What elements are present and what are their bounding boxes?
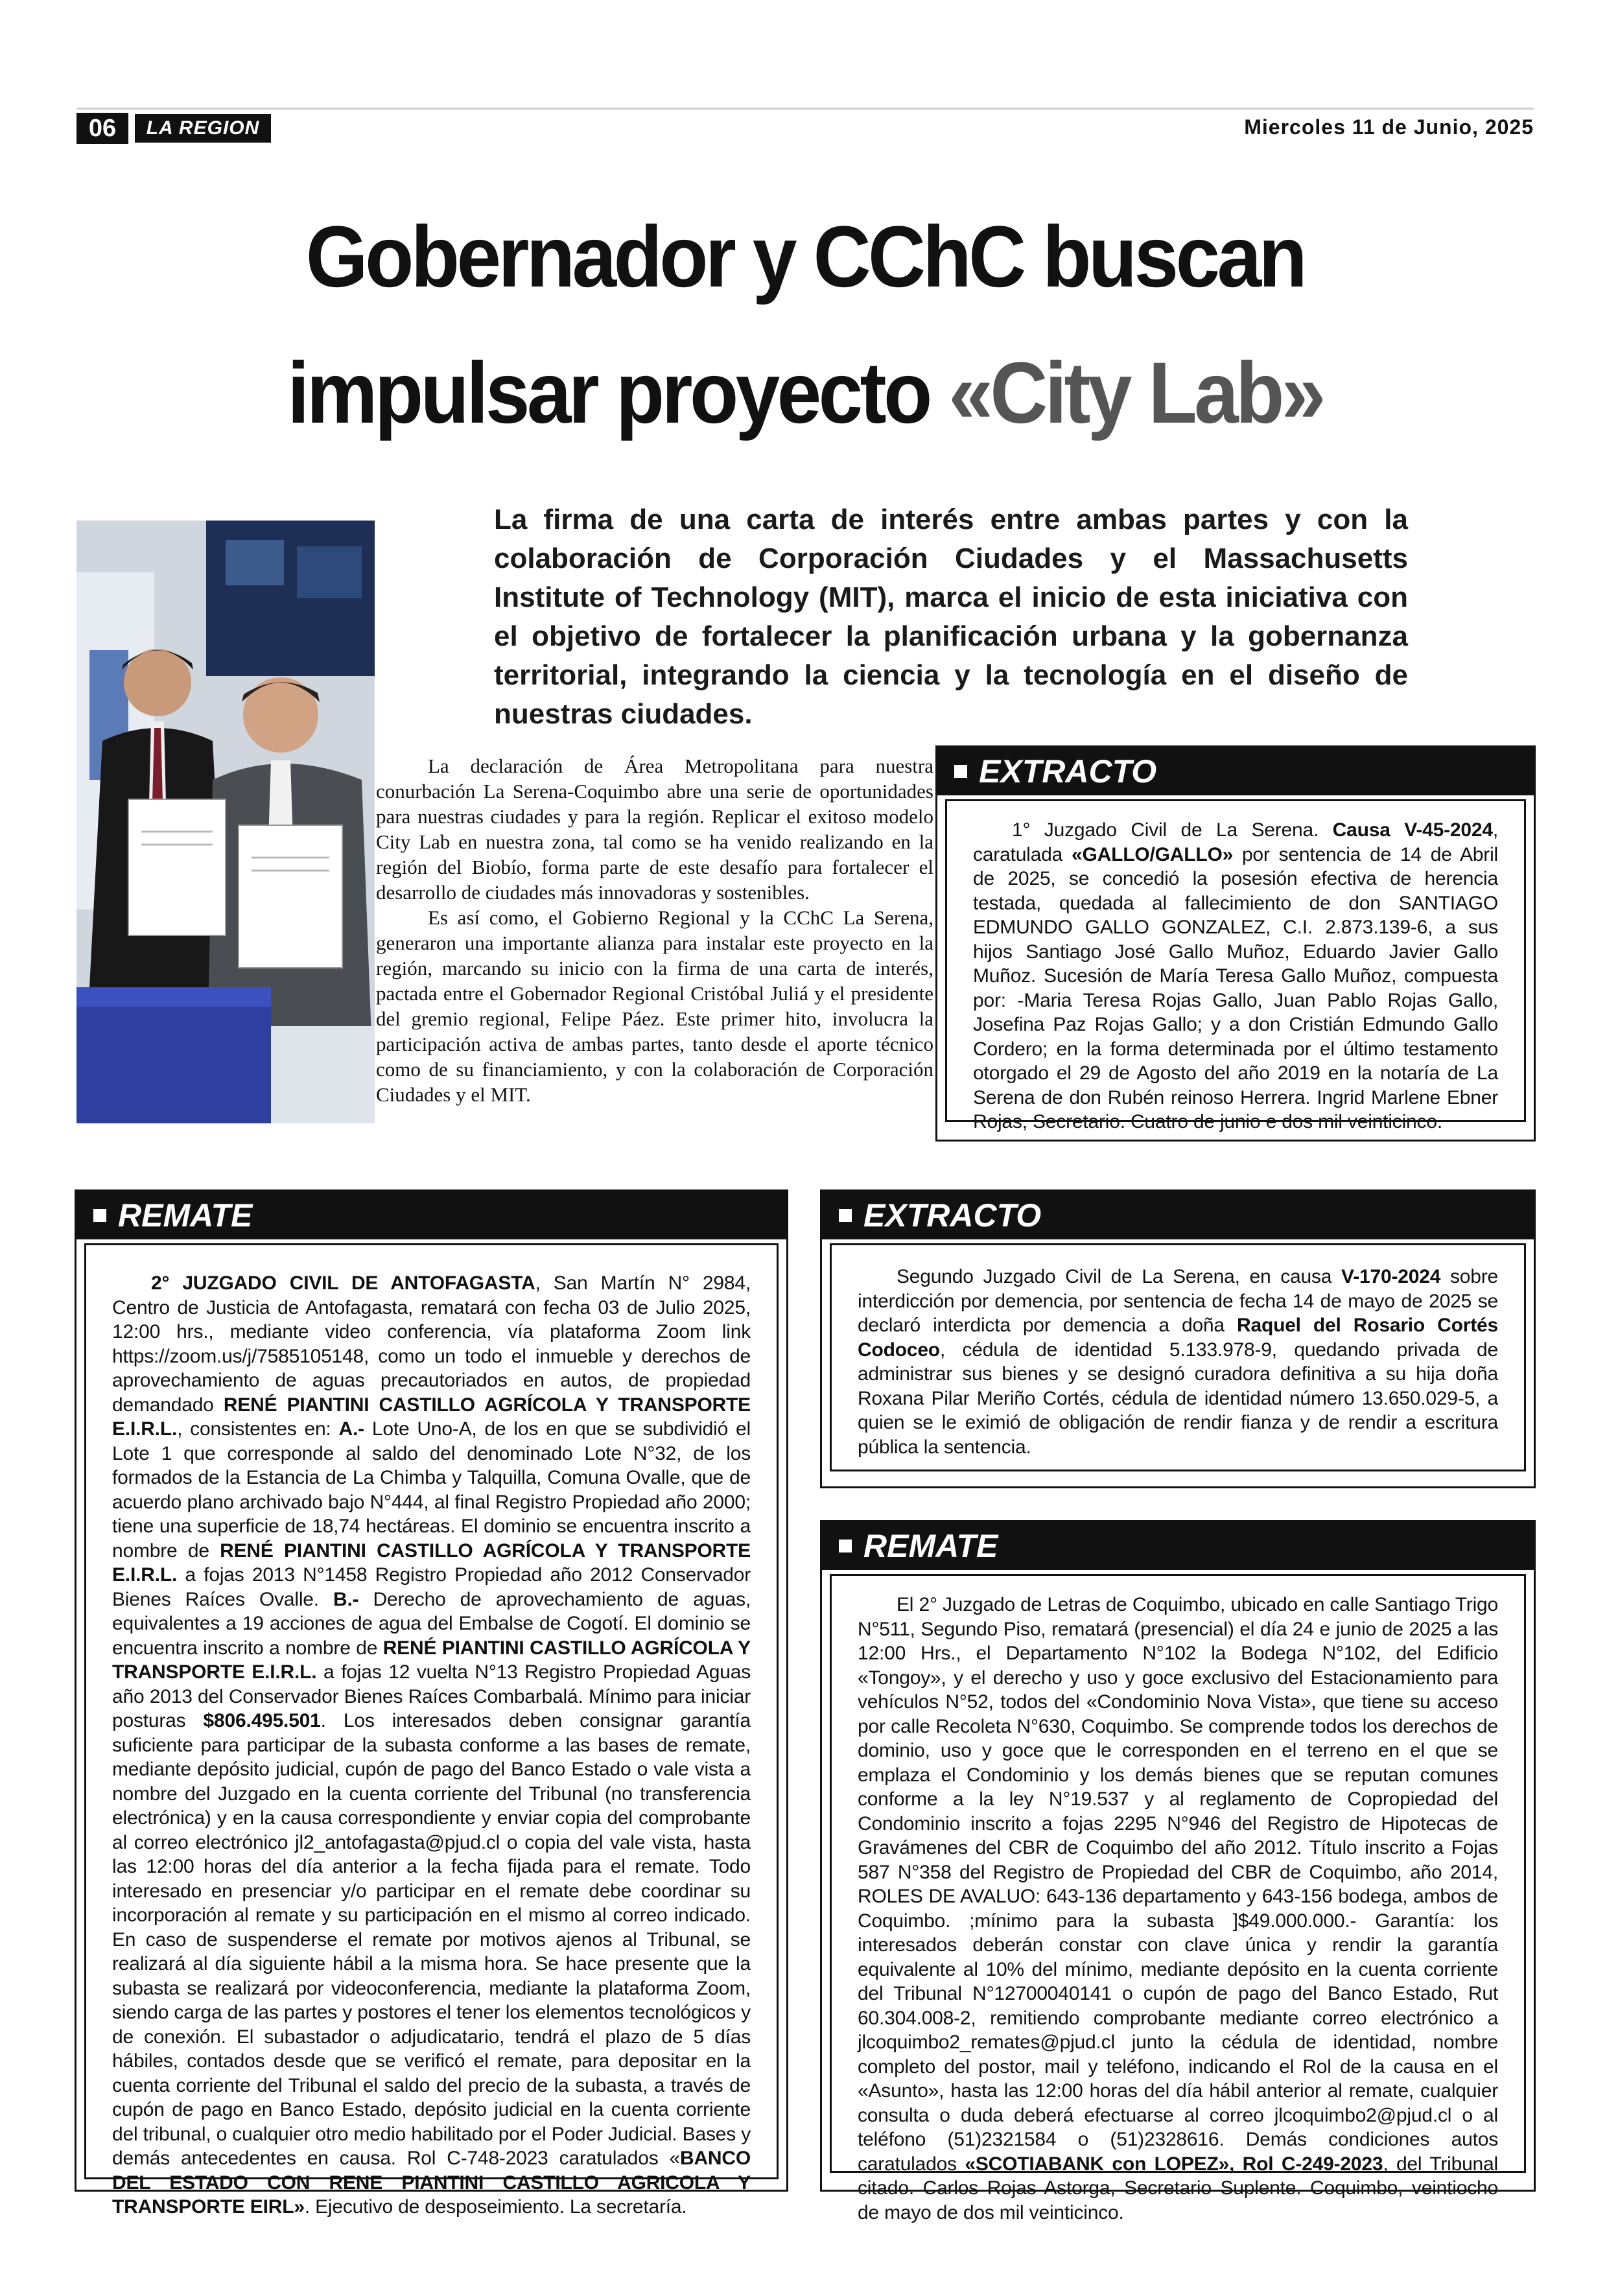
- extracto-body-2: [830, 1243, 1526, 1471]
- headline-line-1: Gobernador y CChC buscan: [305, 209, 1305, 305]
- text-run: , consistentes en:: [177, 1418, 339, 1440]
- remate-body-1: [84, 1243, 779, 2218]
- bold-run: RENÉ PIANTINI CASTILLO AGRÍCOLA Y TRANSPORTE E.I.R.L.: [112, 1540, 751, 1586]
- case-number: Causa V-45-2024: [1332, 819, 1493, 841]
- remate-body-2: [830, 1574, 1526, 2223]
- issue-date: Miercoles 11 de Junio, 2025: [1244, 115, 1534, 139]
- text-run: , caratulada: [973, 819, 1498, 865]
- case-number: V-170-2024: [1341, 1266, 1441, 1287]
- remate-box-1: [75, 1189, 788, 2218]
- text-run: a fojas 2013 N°1458 Registro Propiedad año 2012 Conservador Bienes Raíces Ovalle.: [112, 1564, 751, 1610]
- text-run: El 2° Juzgado de Letras de Coquimbo, ubicado en calle Santiago Trigo N°511, Segundo Piso, rematará (presencial) el día 24 e junio de 2025 a las 12:00 Hrs., el Departamento N°102 la Bodega N°102, del Edificio «Tongoy», y el derecho y uso y goce exclusivo del Estacionamiento para vehículos N°52, todos del «Condominio Nova Vista», que tiene su acceso por calle Recoleta N°630, Coquimbo. Se comprende todos los derechos de dominio, uso y goce que le corresponden en el terreno en el que se emplaza el Condominio y los demás bienes que se reputan comunes conforme a la ley N°19.537 y al reglamento de Copropiedad del Condominio inscrito a fojas 2295 N°946 del Registro de Hipotecas de Gravámenes del CBR de Coquimbo del año 2012. Título inscrito a Fojas 587 N°358 del Registro de Propiedad del CBR de Coquimbo, año 2014, ROLES DE AVALUO: 643-136 departamento y 643-156 bodega, ambos de Coquimbo. ;mínimo para la subasta ]$49.000.000.- Garantía: los interesados deberán constar con clave única y rendir la garantía equivalente al 10% del mínimo, mediante depósito en la cuenta corriente del Tribunal N°12700040141 o cupón de pago del Banco Estado, Rut 60.304.008-2, remitiendo comprobante mediante correo electrónico a jlcoquimbo2_remates@pjud.cl junto la cédula de identidad, nombre completo del postor, mail y teléfono, indicando el Rol de la causa en el «Asunto», hasta las 12:00 horas del día hábil anterior al remate, cualquier consulta o duda deberá efectuarse al correo jlcoquimbo2@pjud.cl o al teléfono (51)2321584 o (51)2328616. Demás condiciones autos caratulados: [858, 1594, 1498, 2175]
- text-run: por sentencia de 14 de Abril de 2025, se concedió la posesión efectiva de herencia testada, quedada al fallecimiento de don SANTIAGO EDMUNDO GALLO GONZALEZ, C.I. 2.873.139-6, a sus hijos Santiago José Gallo Muñoz, Eduardo Javier Gallo Muñoz. Sucesión de María Teresa Gallo Muñoz, compuesta por: -Maria Teresa Rojas Gallo, Juan Pablo Rojas Gallo, Josefina Paz Rojas Gallo; y a don Cristián Edmundo Gallo Cordero; en la forma determinada por el último testamento otorgado el 29 de Agosto del año 2019 en la notaría de La Serena de don Rubén reinoso Herrera. Ingrid Marlene Ebner Rojas, Secretario. Cuatro de junio e dos mil veinticinco.: [973, 843, 1498, 1132]
- bold-run: RENÉ PIANTINI CASTILLO AGRÍCOLA Y TRANSPORTE E.I.R.L.: [112, 1394, 751, 1440]
- extracto-title-2: EXTRACTO: [863, 1197, 1042, 1234]
- extracto-box-1: [935, 745, 1536, 1142]
- headline-line-2-main: impulsar proyecto: [287, 345, 930, 441]
- headline-line-2: [135, 344, 1475, 443]
- remate-header-2: [822, 1522, 1534, 1570]
- article-paragraph: Es así como, el Gobierno Regional y la CChC La Serena, generaron una importante alianza para instalar este proyecto en la región, marcando su inicio con la firma de una carta de interés, pactada entre el Gobernador Regional Cristóbal Juliá y el presidente del gremio regional, Felipe Páez. Este primer hito, involucra la participación activa de ambas partes, tanto desde el aporte técnico como de su financiamiento, y con la colaboración de Corporación Ciudades y el MIT.: [376, 906, 933, 1106]
- extracto-title-1: EXTRACTO: [979, 753, 1157, 790]
- minimum-bid: $806.495.501: [203, 1710, 321, 1731]
- photo-illustration: [76, 521, 375, 1123]
- text-run: a fojas 12 vuelta N°13 Registro Propiedad Aguas año 2013 del Conservador Bienes Raíces Combarbalá. Mínimo para iniciar posturas: [112, 1661, 751, 1731]
- remate-box-2: [820, 1520, 1536, 2223]
- text-run: 1° Juzgado Civil de La Serena.: [1012, 819, 1333, 841]
- bold-run: A.-: [338, 1418, 364, 1440]
- remate-text-1: [112, 1271, 751, 2220]
- text-run: sobre interdicción por demencia, por sentencia de fecha 14 de mayo de 2025 se declaró interdicta por demencia a doña: [858, 1266, 1498, 1336]
- headline-city-lab: «City Lab»: [948, 345, 1323, 441]
- remate-text-2: [858, 1593, 1498, 2225]
- remate-title-2: REMATE: [863, 1528, 998, 1564]
- top-rule: [76, 108, 1534, 110]
- text-run: , San Martín N° 2984, Centro de Justicia de Antofagasta, rematará con fecha 03 de Julio 2025, 12:00 hrs., mediante video conferencia, vía plataforma Zoom link https://zoom.us/j/7585105148, como un todo el inmueble y derechos de aprovechamiento de aguas precautoriados en autos, de propiedad demandado: [112, 1272, 751, 1416]
- article-body: [376, 753, 933, 1107]
- square-bullet-icon: [954, 765, 967, 778]
- square-bullet-icon: [93, 1209, 106, 1222]
- text-run: . Los interesados deben consignar garantía suficiente para participar de la subasta conforme a las bases de remate, mediante depósito judicial, cupón de pago del Banco Estado o vale vista a nombre del Juzgado en la cuenta corriente del Tribunal (no transferencia electrónica) y en la causa correspondiente y enviar copia del comprobante al correo electrónico jl2_antofagasta@pjud.cl o copia del vale vista, hasta las 12:00 horas del día anterior a la fecha fijada para el remate. Todo interesado en presenciar y/o participar en el remate debe coordinar su incorporación al remate y su participación en el mismo al correo indicado. En caso de suspenderse el remate por motivos ajenos al Tribunal, se realizará al día siguiente hábil a la misma hora. Se hace presente que la subasta se realizará por videoconferencia, mediante la plataforma Zoom, siendo carga de las partes y postores el tener los elementos tecnológicos y de conexión. El subastador o adjudicatario, tendrá el plazo de 5 días hábiles, contados desde que se verificó el remate, para depositar en la cuenta corriente del Tribunal el saldo del precio de la subasta, a través de cupón de pago en Banco Estado, depósito judicial en la cuenta corriente del tribunal, o cualquier otro medio habilitado por el Poder Judicial. Bases y demás antecedentes en causa. Rol C-748-2023 caratulados «: [112, 1710, 751, 2169]
- case-title: «GALLO/GALLO»: [1071, 843, 1234, 865]
- case-title: «SCOTIABANK con LOPEZ», Rol C-249-2023: [965, 2153, 1383, 2175]
- square-bullet-icon: [839, 1209, 852, 1222]
- bold-run: BANCO DEL ESTADO CON RENE PIANTINI CASTILLO AGRICOLA Y TRANSPORTE EIRL»: [112, 2148, 751, 2218]
- square-bullet-icon: [839, 1540, 852, 1552]
- person-name: Raquel del Rosario Cortés Codoceo: [858, 1315, 1498, 1361]
- extracto-text-1: [973, 818, 1498, 1134]
- bold-run: B.-: [333, 1588, 359, 1610]
- court-name: 2° JUZGADO CIVIL DE ANTOFAGASTA: [151, 1272, 535, 1294]
- text-run: , del Tribunal citado. Carlos Rojas Astorga, Secretario Suplente. Coquimbo, veintiocho de mayo de dos mil veinticinco.: [858, 2153, 1498, 2223]
- extracto-text-2: [858, 1265, 1498, 1459]
- text-run: Segundo Juzgado Civil de La Serena, en causa: [897, 1266, 1342, 1287]
- extracto-header-2: [822, 1191, 1534, 1239]
- page-number: 06: [76, 113, 128, 144]
- text-run: , cédula de identidad 5.133.978-9, quedando privada de administrar sus bienes y se designó curadora definitiva a su hija doña Roxana Pilar Meriño Cortés, cédula de identidad número 13.650.029-5, a quien se le eximió de obligación de rendir fianza y de rendir a escritura pública la sentencia.: [858, 1339, 1498, 1458]
- extracto-body-1: [945, 799, 1526, 1132]
- text-run: Lote Uno-A, de los en que se subdividió el Lote 1 que corresponde al saldo del denominado Lote N°32, de los formados de la Estancia de La Chimba y Talquilla, Comuna Ovalle, que de acuerdo plano archivado bajo N°444, al final Registro Propiedad año 2000; tiene una superficie de 18,74 hectáreas. El dominio se encuentra inscrito a nombre de: [112, 1418, 751, 1562]
- article-photo: [76, 521, 375, 1123]
- article-lead: La firma de una carta de interés entre ambas partes y con la colaboración de Corporación Ciudades y el Massachusetts Institute of Technology (MIT), marca el inicio de esta iniciativa con el objetivo de fortalecer la planificación urbana y la gobernanza territorial, integrando la ciencia y la tecnología en el diseño de nuestras ciudades.: [494, 504, 1408, 730]
- text-run: . Ejecutivo de desposeimiento. La secretaría.: [304, 2196, 687, 2218]
- bold-run: RENÉ PIANTINI CASTILLO AGRÍCOLA Y TRANSPORTE E.I.R.L.: [112, 1637, 751, 1683]
- article-paragraph: La declaración de Área Metropolitana para nuestra conurbación La Serena-Coquimbo abre una serie de oportunidades para nuestras ciudades y para la región. Replicar el exitoso modelo City Lab en nuestra zona, tal como se ha venido realizando en la región del Biobío, forma parte de este desafío para fortalecer el desarrollo de ciudades más innovadoras y sostenibles.: [376, 755, 933, 904]
- text-run: Derecho de aprovechamiento de aguas, equivalentes a 19 acciones de agua del Embalse de Cogotí. El dominio se encuentra inscrito a nombre de: [112, 1588, 751, 1659]
- remate-header-1: [76, 1191, 786, 1239]
- extracto-header-1: [937, 747, 1534, 795]
- extracto-box-2: [820, 1189, 1536, 1488]
- publication-logo: LA REGION: [135, 114, 271, 143]
- remate-title-1: REMATE: [118, 1197, 253, 1234]
